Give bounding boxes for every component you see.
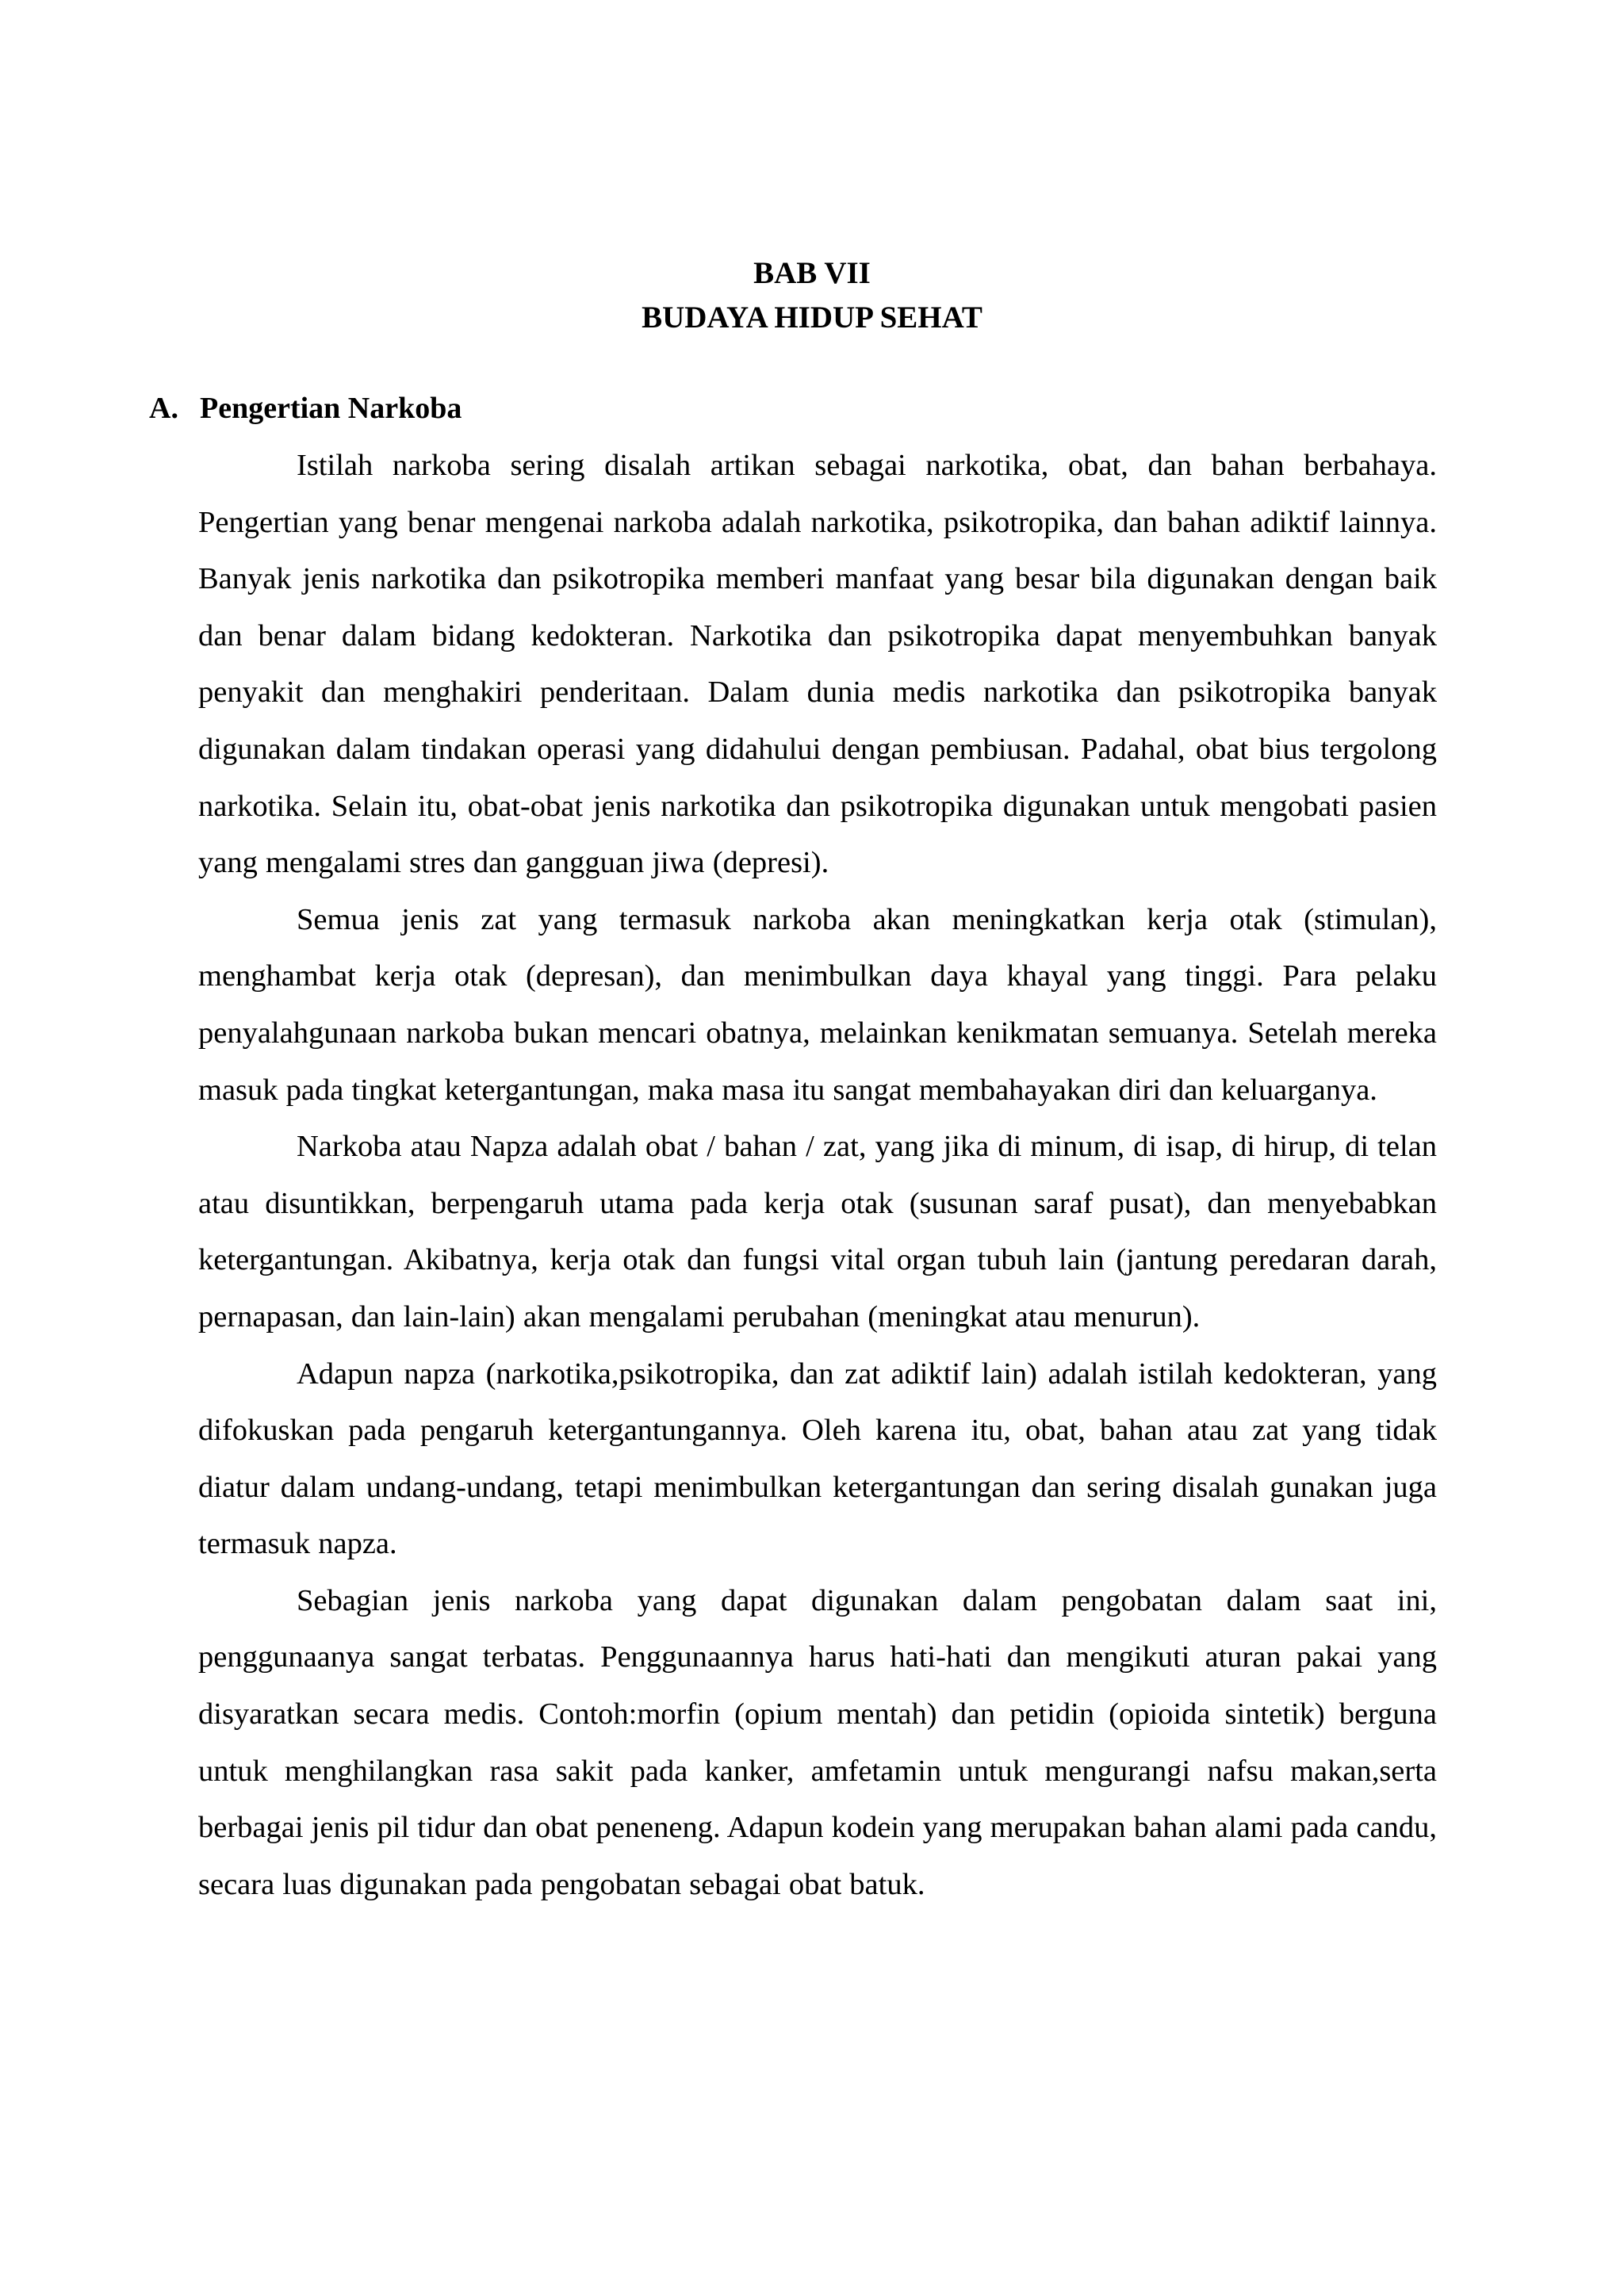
body-text (198, 438, 1437, 1913)
paragraph: Semua jenis zat yang termasuk narkoba akan meningkatkan kerja otak (stimulan), menghambat kerja otak (depresan), dan menimbulkan daya khayal yang tinggi. Para pelaku penyalahgunaan narkoba bukan mencari obatnya, melainkan kenikmatan semuanya. Setelah mereka masuk pada tingkat ketergantungan, maka masa itu sangat membahayakan diri dan keluarganya. (198, 902, 1437, 1107)
section-title: Pengertian Narkoba (200, 392, 462, 425)
paragraph: Istilah narkoba sering disalah artikan sebagai narkotika, obat, dan bahan berbahaya. Pengertian yang benar mengenai narkoba adalah narkotika, psikotropika, dan bahan adiktif lainnya. Banyak jenis narkotika dan psikotropika memberi manfaat yang besar bila digunakan dengan baik dan benar dalam bidang kedokteran. Narkotika dan psikotropika dapat menyembuhkan banyak penyakit dan menghakiri penderitaan. Dalam dunia medis narkotika dan psikotropika banyak digunakan dalam tindakan operasi yang didahului dengan pembiusan. Padahal, obat bius tergolong narkotika. Selain itu, obat-obat jenis narkotika dan psikotropika digunakan untuk mengobati pasien yang mengalami stres dan gangguan jiwa (depresi). (198, 449, 1437, 880)
chapter-number: BAB VII (753, 256, 871, 290)
chapter-title: BUDAYA HIDUP SEHAT (642, 300, 982, 335)
section-letter: A. (149, 392, 178, 425)
paragraph: Adapun napza (narkotika,psikotropika, dan zat adiktif lain) adalah istilah kedokteran, yang difokuskan pada pengaruh ketergantungannya. Oleh karena itu, obat, bahan atau zat yang tidak diatur dalam undang-undang, tetapi menimbulkan ketergantungan dan sering disalah gunakan juga termasuk napza. (198, 1357, 1437, 1561)
paragraph: Narkoba atau Napza adalah obat / bahan / zat, yang jika di minum, di isap, di hirup, di telan atau disuntikkan, berpengaruh utama pada kerja otak (susunan saraf pusat), dan menyebabkan ketergantungan. Akibatnya, kerja otak dan fungsi vital organ tubuh lain (jantung peredaran darah, pernapasan, dan lain-lain) akan mengalami perubahan (meningkat atau menurun). (198, 1130, 1437, 1334)
paragraph: Sebagian jenis narkoba yang dapat digunakan dalam pengobatan dalam saat ini, penggunaanya sangat terbatas. Penggunaannya harus hati-hati dan mengikuti aturan pakai yang disyaratkan secara medis. Contoh:morfin (opium mentah) dan petidin (opioida sintetik) berguna untuk menghilangkan rasa sakit pada kanker, amfetamin untuk mengurangi nafsu makan,serta berbagai jenis pil tidur dan obat peneneng. Adapun kodein yang merupakan bahan alami pada candu, secara luas digunakan pada pengobatan sebagai obat batuk. (198, 1583, 1437, 1901)
section-heading (149, 382, 462, 434)
